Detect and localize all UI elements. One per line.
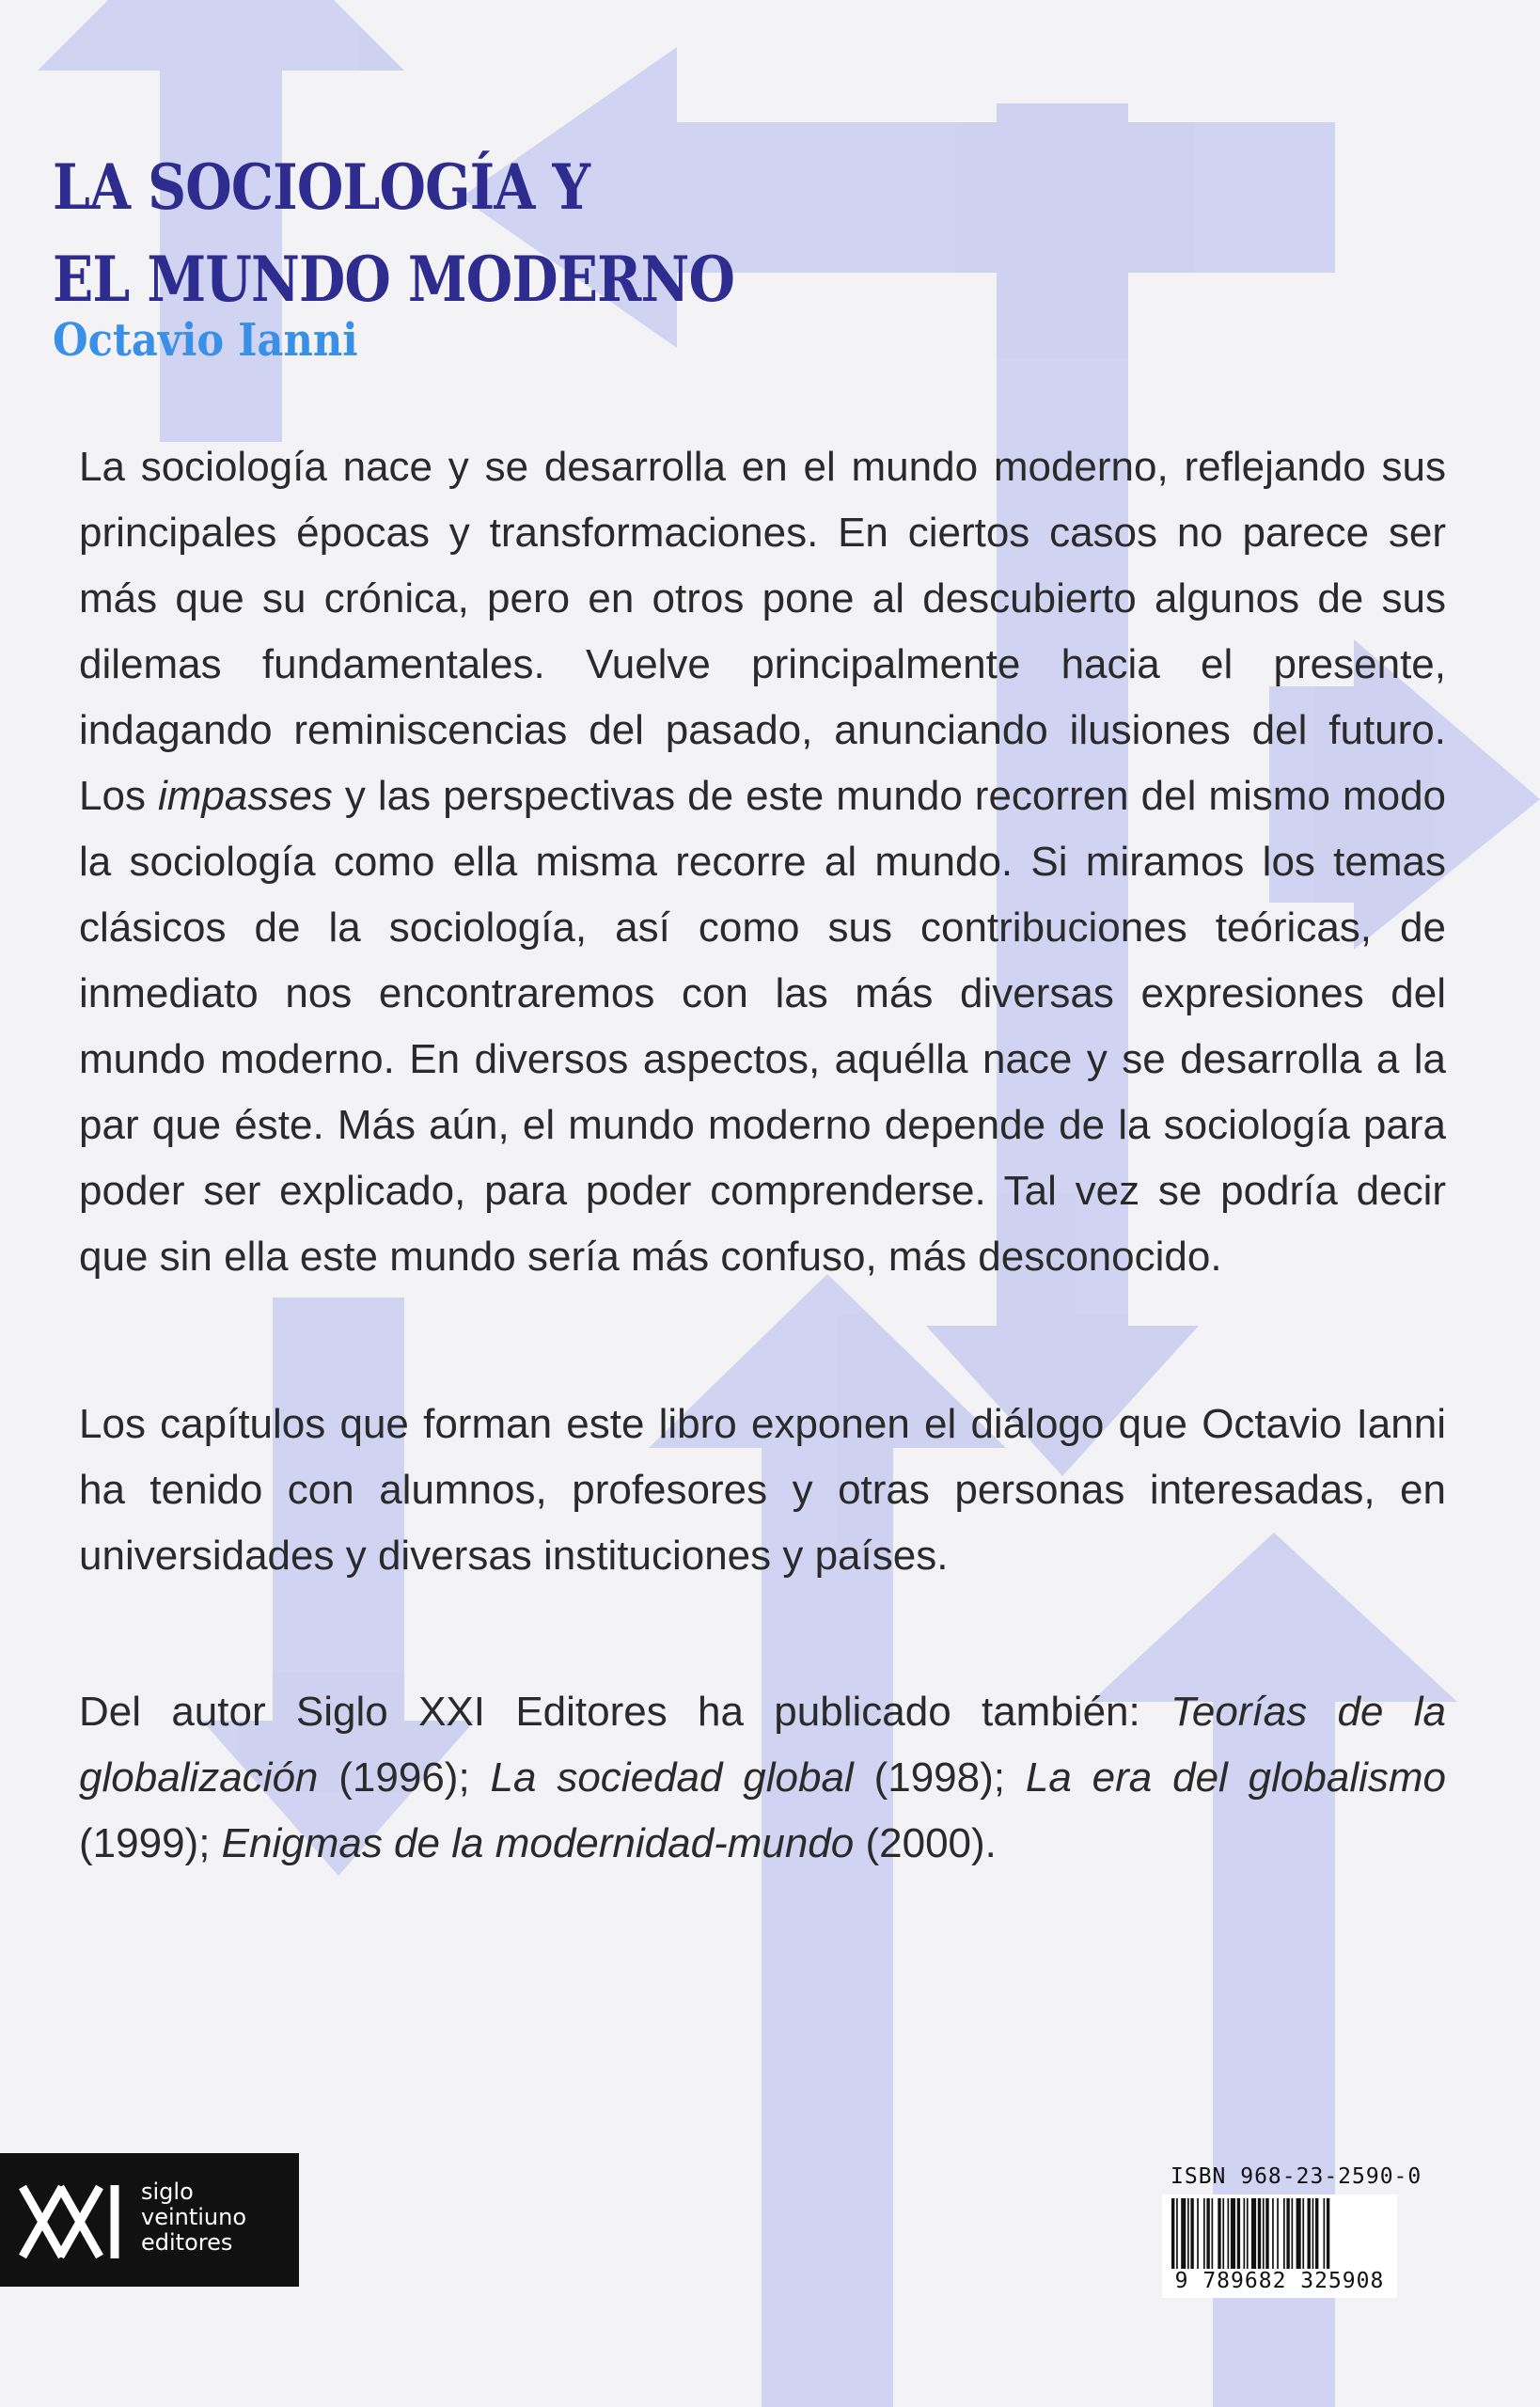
publisher-line-2: veintiuno	[141, 2204, 247, 2230]
author-name: Octavio Ianni	[53, 314, 358, 367]
publisher-logo	[0, 2153, 299, 2287]
synopsis-text-1: La sociología nace y se desarrolla en el mundo moderno, reflejando sus principales épocas y transformaciones. En ciertos casos no parece ser más que su crónica, pero en otros pone al descubierto algunos de sus dilemas fundamentales. Vuelve principalmente hacia el presente, indagando reminiscencias del pasado, anunciando ilusiones del futuro. Los	[79, 444, 1446, 819]
synopsis-text-2: y las perspectivas de este mundo recorren del mismo modo la sociología como ella misma recorre al mundo. Si miramos los temas clásicos de la sociología, así como sus contribuciones teóricas, de inmediato nos encontraremos con las más diversas expresiones del mundo moderno. En diversos aspectos, aquélla nace y se desarrolla a la par que éste. Más aún, el mundo moderno depende de la sociología para poder ser explicado, para poder comprenderse. Tal vez se podría decir que sin ella este mundo sería más confuso, más desconocido.	[79, 773, 1447, 1280]
book-title-1: Teorías de la globalización	[79, 1689, 1447, 1801]
other-works-intro: Del autor Siglo XXI Editores ha publicado también:	[79, 1689, 1171, 1735]
book-title	[53, 141, 780, 325]
book-title-2: La sociedad global	[490, 1754, 854, 1801]
chapters-paragraph: Los capítulos que forman este libro exponen el diálogo que Octavio Ianni ha tenido con alumnos, profesores y otras personas interesadas, en universidades y diversas instituciones y países.	[79, 1401, 1446, 1579]
publisher-mark-text: XXI	[71, 2262, 73, 2263]
title-line-2: EL MUNDO MODERNO	[53, 243, 735, 316]
barcode-digits: 9 789682 325908	[1162, 2269, 1397, 2293]
publisher-name	[141, 2179, 246, 2256]
isbn-label: ISBN 968-23-2590-0	[1171, 2164, 1422, 2189]
book-year-4: (2000).	[854, 1820, 997, 1866]
book-year-1: (1996);	[318, 1754, 491, 1801]
publisher-line-1: siglo	[141, 2179, 194, 2205]
book-year-2: (1998);	[853, 1754, 1026, 1801]
book-title-3: La era del globalismo	[1025, 1754, 1446, 1801]
book-year-3: (1999);	[79, 1820, 222, 1866]
title-line-1: LA SOCIOLOGÍA Y	[53, 150, 590, 224]
book-title-4: Enigmas de la modernidad-mundo	[221, 1820, 855, 1866]
synopsis-paragraph	[79, 434, 1446, 1290]
synopsis-italic-term: impasses	[157, 773, 333, 819]
other-works-paragraph	[79, 1679, 1446, 1877]
publisher-line-3: editores	[141, 2229, 233, 2256]
publisher-mark-icon	[17, 2181, 126, 2262]
